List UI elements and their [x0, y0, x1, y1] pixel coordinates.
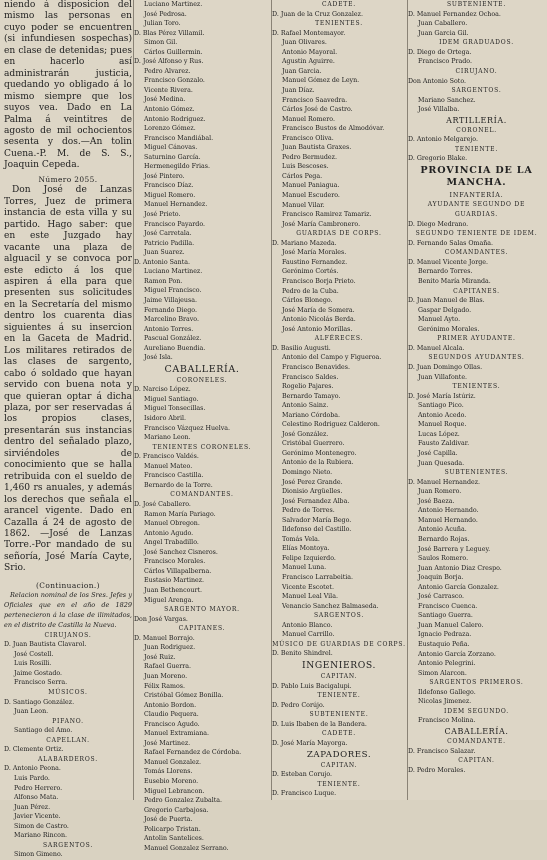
officer-name: D. José María Istúriz. [408, 392, 476, 400]
officer-name: Juan Garcia. [282, 67, 322, 75]
officer-name: Manuel Escudero. [282, 192, 340, 200]
officer-name: D. Manuel Fernandez Ochoa. [408, 10, 501, 18]
officer-name: Francisco Cuenca. [418, 602, 478, 610]
officer-name: José Pintero. [144, 172, 185, 180]
section-heading-zapadores: ZAPADORES. [306, 749, 372, 760]
rank-heading: MÚSICOS. [48, 688, 88, 696]
officer-name: Eustasio Martinez. [144, 577, 205, 585]
officer-name: Juan Pérez. [14, 803, 51, 811]
officer-name: Francisco Serra. [14, 679, 68, 687]
officer-name: Saulos Romero. [418, 555, 469, 563]
rank-heading: SUBTENIENTES. [444, 469, 509, 477]
officer-name: Antonio Nicolás Berda. [282, 316, 356, 324]
officer-name: Luciano Martinez. [144, 1, 203, 8]
rank-heading: COMANDANTE. [447, 738, 506, 746]
rank-heading: TENIENTES. [452, 383, 501, 391]
officer-list [408, 0, 545, 115]
officer-name: Claudio Pequera. [144, 711, 199, 719]
rank-heading: TENIENTES. [315, 20, 363, 28]
officer-name: Juan Olivares. [282, 39, 327, 47]
officer-name: Jaime Gostado. [14, 669, 63, 677]
officer-name: Miguel Santiago. [144, 395, 199, 403]
officer-name: D. Juan de la Cruz Gonzalez. [272, 10, 363, 18]
officer-name: José Sanchez Cisneros. [144, 548, 218, 556]
officer-name: Bernardo Tamayo. [282, 392, 341, 400]
officer-name: Cárlos José de Castro. [282, 106, 353, 114]
officer-name: Ildefonso del Castillo. [282, 526, 352, 534]
officer-name: Manuel Romero. [282, 115, 335, 123]
officer-name: José María Cambronero. [282, 220, 361, 228]
officer-name: Ildefonso Gallego. [418, 688, 476, 696]
rank-heading: TENIENTE. [454, 145, 499, 153]
officer-name: Bernardo de la Torre. [144, 481, 213, 489]
officer-name: Ignacio Pedraza. [418, 631, 472, 639]
officer-name: Simon de Castro. [14, 822, 69, 830]
officer-name: Cárlos Villapalberna. [144, 567, 212, 575]
officer-name: Benito María Miranda. [418, 278, 491, 285]
officer-name: Miguel Arenga. [144, 596, 194, 604]
rank-heading: CAPELLAN. [46, 736, 90, 744]
officer-name: D. Manuel Alcala. [408, 344, 465, 352]
officer-name: Miguel Cánovas. [144, 144, 198, 152]
officer-name: Juan Leon. [14, 708, 49, 716]
officer-name: Pedro de la Cuba. [282, 287, 339, 295]
officer-name: Lucas López. [418, 430, 460, 438]
officer-name: Gerónimo Montenegro. [282, 449, 357, 457]
rank-heading: SEGUNDO TENIENTE DE IDEM. [415, 230, 538, 238]
officer-name: Alfonso Mata. [14, 794, 59, 802]
officer-name: Juan Garcia Gil. [418, 29, 469, 37]
officer-name: Fausto Zaldivar. [418, 440, 470, 448]
officer-name: Francisco Castilla. [144, 472, 204, 480]
officer-name: Santiago Guerra. [418, 612, 473, 620]
rank-heading: CIRUJANO. [455, 67, 498, 75]
officer-name: Mariano Córdoba. [282, 411, 341, 419]
officer-name: Miguel Lebrancon. [144, 787, 205, 795]
officer-name: Mariano Rincon. [14, 832, 68, 840]
officer-name: Rogelio Pajares. [282, 383, 334, 391]
officer-name: D. Francisco Luque. [272, 790, 337, 798]
officer-name: Manuel Vilar. [282, 201, 325, 209]
officer-name: Vicente Rivera. [144, 86, 193, 94]
officer-name: D. José Alfonso y Rus. [134, 58, 204, 66]
column-3 [272, 0, 406, 800]
officer-name: Lorenzo Gómez. [144, 125, 196, 133]
officer-name: Cárlos Pega. [282, 172, 323, 180]
officer-name: Ramon María Pariago. [144, 510, 216, 518]
rank-heading: CIRUJANOS. [44, 631, 92, 639]
officer-name: Francisco Díaz. [144, 182, 194, 190]
officer-name: Antonio Gómez. [144, 106, 195, 114]
rank-heading: CAPITANES. [453, 287, 500, 295]
officer-name: Gregorio Carbajosa. [144, 806, 209, 814]
officer-name: José González. [282, 430, 329, 438]
officer-name: Manuel Luna. [282, 564, 327, 572]
officer-name: D. José Caballero. [134, 501, 191, 509]
officer-name: José Isla. [144, 354, 173, 362]
officer-name: Juan Quesada. [418, 459, 465, 467]
officer-name: D. Manuel Vicente Jorge. [408, 258, 488, 266]
officer-name: Tomás Vela. [282, 535, 320, 543]
officer-name: Miguel Francisco. [144, 287, 202, 295]
officer-name: Antonio Mayoral. [282, 48, 338, 56]
officer-name: José María de Somera. [282, 306, 355, 314]
officer-name: Juan Moreno. [144, 672, 188, 680]
rank-heading: TENIENTE. [317, 780, 361, 788]
officer-list [272, 761, 406, 799]
officer-name: Bernardo Torres. [418, 268, 473, 276]
officer-name: Simon Gil. [144, 39, 178, 47]
rank-heading: CORONELES. [176, 376, 228, 384]
rank-heading: ALABARDEROS. [38, 755, 98, 763]
province-heading: PROVINCIA DE LA MANCHA. [420, 165, 533, 189]
officer-name: D. Diego Medrano. [408, 220, 469, 228]
officer-name: Juan Antonio Diaz Crespo. [418, 564, 502, 572]
officer-name: Francisco Ramirez Tamariz. [282, 211, 372, 219]
officer-name: D. Francisco Salazar. [408, 747, 476, 755]
officer-name: Juan Bethencourt. [144, 586, 203, 594]
officer-name: Antonio Sainz. [282, 402, 329, 410]
officer-name: Agustin Aguirre. [282, 58, 335, 66]
officer-name: Gaspar Delgado. [418, 306, 472, 314]
officer-name: Antonio Torres. [144, 325, 194, 333]
officer-name: Francisco Vázquez Huelva. [144, 424, 231, 432]
officer-name: Manuel Leal Vila. [282, 593, 338, 601]
officer-name: Francisco Oliva. [282, 134, 334, 142]
officer-name: Francisco Saldes. [282, 373, 339, 381]
rank-heading: CAPITAN. [458, 757, 495, 765]
officer-name: D. Benito Shindrel. [272, 650, 333, 658]
rank-heading: CORONEL. [456, 126, 497, 134]
officer-list [4, 631, 132, 860]
officer-name: Hermenegildo Frias. [144, 163, 210, 171]
officer-name: Antonio de la Rubiera. [282, 459, 354, 467]
officer-name: Manuel Ayto. [418, 316, 461, 324]
rank-heading: SARGENTOS. [42, 841, 94, 849]
officer-name: D. Esteban Corujo. [272, 771, 333, 779]
officer-name: Manuel Gonzalez. [144, 758, 202, 766]
officer-name: Aureliano Buendia. [144, 344, 206, 352]
officer-name: D. Blas Pérez Villamil. [134, 29, 205, 37]
officer-name: Manuel Extramiana. [144, 730, 210, 738]
rank-heading: CAPITAN. [320, 673, 358, 681]
section-heading-caballeria: CABALLERÍA. [444, 727, 509, 737]
rank-heading: COMANDANTES. [444, 249, 509, 257]
officer-name: Luis Pardo. [14, 775, 50, 783]
officer-name: José Antonio Morillas. [282, 325, 353, 333]
officer-name: D. José María Mayorga. [272, 740, 348, 748]
officer-name: Bernardo Rojas. [418, 536, 470, 543]
officer-name: José de Puerta. [144, 816, 193, 824]
officer-name: Mariano Leon. [144, 434, 191, 442]
officer-name: Pedro de Torres. [282, 507, 335, 515]
rank-heading: SUBTENIENTE. [309, 711, 369, 719]
officer-name: Francisco Benavides. [282, 363, 351, 371]
officer-name: Fernando Diego. [144, 306, 197, 314]
officer-name: Juan Díaz. [282, 87, 315, 95]
section-heading-ingenieros: INGENIEROS. [301, 660, 377, 672]
rank-heading: CADETE. [321, 1, 356, 8]
rank-heading: SARGENTOS PRIMEROS. [429, 679, 524, 687]
officer-name: José Villalba. [418, 106, 460, 114]
officer-name: Cristóbal Gómez Bonilla. [144, 692, 224, 700]
officer-name: Félix Ramos. [144, 682, 185, 690]
officer-name: Angel Trabadillo. [144, 539, 199, 547]
officer-name: Francisco Prado. [418, 58, 472, 66]
officer-name: D. Gregorio Blake. [408, 155, 468, 163]
rank-heading: SEGUNDOS AYUDANTES. [428, 354, 525, 362]
officer-name: Manuel Hernandez. [144, 201, 208, 209]
officer-name: Miguel Tonsecillas. [144, 405, 206, 413]
officer-name: Francisco Morales. [144, 558, 206, 566]
rank-heading: IDEM GRADUADOS. [439, 39, 514, 47]
officer-name: Pascual González. [144, 335, 202, 343]
relation-heading: Relacion nominal de los Sres. Jefes y Oficiales que en el año de 1829 pertenecieron á la clase de ilimitados, en el distrito de Castilla la Nueva. [4, 591, 132, 629]
officer-name: D. Pablo Luis Bacigalupi. [272, 682, 352, 690]
rank-heading: PRIMER AYUDANTE. [437, 335, 516, 343]
officer-name: Juan Manuel Calero. [418, 621, 484, 629]
officer-name: Manuel Paniagua. [282, 182, 340, 190]
rank-heading: PIFANO. [52, 717, 84, 725]
rank-heading: SARGENTO MAYOR. [164, 606, 240, 614]
officer-name: Pedro Bermudez. [282, 153, 337, 161]
edict-number: Número 2055. [38, 174, 98, 184]
officer-name: Don Antonio Soto. [408, 77, 467, 85]
officer-name: Pedro Gonzalez Zubalta. [144, 797, 223, 805]
officer-name: D. Narciso López. [134, 386, 191, 394]
officer-name: D. Mariano Mazeda. [272, 239, 337, 247]
officer-name: D. Pedro Corújo. [272, 701, 325, 709]
officer-list [272, 672, 406, 749]
officer-name: D. Antonio Peona. [4, 765, 61, 773]
officer-name: Manuel Obregon. [144, 520, 200, 528]
officer-name: Javier Vicente. [14, 813, 61, 821]
officer-name: Joaquin Borja. [418, 574, 464, 582]
column-2 [134, 0, 270, 852]
officer-name: José Fernandez Alba. [282, 497, 350, 505]
officer-name: Antonio Agudo. [144, 529, 194, 537]
officer-name: Juan Rodriguez. [144, 644, 196, 652]
officer-name: Gerónimo Cortés. [282, 268, 339, 276]
officer-name: Pedro Alvarez. [144, 67, 191, 75]
officer-name: Juan Suarez. [144, 249, 185, 257]
officer-name: D. Juan Bautista Clavarol. [4, 641, 87, 649]
officer-name: José Barrera y Leguey. [418, 545, 491, 553]
officer-name: Francisco Agudo. [144, 720, 200, 728]
officer-name: Santiago del Amo. [14, 727, 73, 735]
section-heading-artilleria: ARTILLERÍA. [446, 115, 507, 125]
officer-name: José Martinez. [144, 739, 191, 747]
officer-name: D. Manuel Hernandez. [408, 478, 481, 486]
rank-heading: CAPITAN. [320, 761, 358, 769]
officer-name: Gerónimo Morales. [418, 325, 480, 333]
officer-name: Vicente Escotet. [282, 583, 334, 591]
officer-list [134, 376, 270, 854]
officer-name: D. Fernando Salas Omaña. [408, 239, 494, 247]
officer-name: Francisco Gonzalo. [144, 77, 205, 85]
rank-heading: MÚSICO DE GUARDIAS DE CORPS. [272, 640, 406, 648]
officer-name: Eustaquio Peña. [418, 641, 470, 649]
officer-name: Domingo Nieto. [282, 468, 333, 476]
officer-name: Francisco Borja Prieto. [282, 278, 356, 285]
officer-name: Felipe Izquierdo. [282, 554, 336, 562]
officer-name: Francisco Larrabeitia. [282, 574, 354, 581]
officer-name: Simon Gimeno. [14, 851, 63, 859]
officer-name: Patricio Padilla. [144, 239, 195, 247]
officer-name: Cárlos Guillermin. [144, 48, 203, 56]
officer-name: Luis Bescoses. [282, 163, 329, 171]
officer-name: D. Santiago González. [4, 698, 75, 706]
officer-name: José Prieto. [144, 211, 181, 219]
continuation-heading: (Continuacion.) [36, 580, 100, 590]
officer-name: Antonio Pelegrini. [418, 660, 476, 668]
rank-heading: GUARDIAS DE CORPS. [296, 230, 382, 238]
officer-name: Santiago Pico. [418, 402, 464, 410]
officer-name: José Carretala. [144, 230, 192, 238]
officer-name: Celestino Rodriguez Calderon. [282, 421, 380, 429]
officer-name: D. Luis Ibaben de la Bandera. [272, 720, 367, 728]
officer-name: Pedro Herrero. [14, 784, 63, 792]
officer-name: Manuel Gómez de Leyn. [282, 77, 360, 85]
officer-name: Juan Caballero. [418, 20, 468, 28]
officer-name: Juan Romero. [418, 488, 462, 496]
officer-name: Policarpo Tristan. [144, 825, 201, 833]
officer-name: Cárlos Blonego. [282, 297, 333, 305]
officer-name: D. Antonio Santa. [134, 258, 191, 266]
officer-name: Manuel Gonzalez Serrano. [144, 844, 229, 852]
officer-name: Faustino Fernandez. [282, 258, 348, 266]
officer-list [408, 126, 545, 164]
rank-heading: ALFÉRECES. [314, 335, 364, 343]
officer-name: José María Morales. [282, 249, 347, 257]
officer-name: Venancio Sanchez Balmaseda. [282, 602, 379, 610]
officer-name: Juan Bautista Graxes. [282, 144, 352, 152]
rank-heading: SARGENTOS. [313, 612, 365, 620]
officer-name: José Capilla. [418, 450, 458, 458]
rank-heading: SUBTENIENTE. [446, 1, 507, 8]
officer-name: Antonio Acedo. [418, 411, 467, 419]
officer-name: Francisco Saavedra. [282, 96, 348, 104]
officer-list [134, 0, 270, 363]
rank-heading: AYUDANTE SEGUNDO DE GUARDIAS. [427, 201, 526, 219]
officer-name: Saturnino García. [144, 153, 201, 161]
officer-name: Rafael Guerra. [144, 663, 192, 671]
column-1 [4, 0, 132, 859]
officer-name: José Carrasco. [418, 593, 465, 601]
officer-name: Antonio García Gonzalez. [418, 583, 499, 591]
officer-name: Nicolas Jimenez. [418, 698, 472, 706]
rank-heading: TENIENTES CORONELES. [152, 443, 252, 451]
rank-heading: CAPITANES. [178, 625, 226, 633]
officer-name: D. Basilio Augusti. [272, 344, 331, 352]
rank-heading: COMANDANTES. [170, 491, 234, 499]
officer-name: D. Juan Manuel de Blas. [408, 297, 485, 305]
officer-name: Antonio Hernando. [418, 507, 479, 515]
officer-name: José Costell. [14, 650, 54, 658]
column-4 [408, 0, 545, 800]
officer-name: Salvador María Bego. [282, 516, 352, 524]
edict-text-cazalla: Don José de Lanzas Torres, Juez de primera instancia de esta villa y su partido. Hago saber: que en este Juzgado hay vacante una plaza de alguacil y se convoca por este edicto á los que aspiren á ella para que presenten sus solicitudes en la Secretaría del mismo dentro los cuarenta dias siguientes á su insercion en la Gaceta de Madrid. Los militares retirados de las clases de sargento, cabo ó soldado que hayan servido con buena nota y que quieran optar á dicha plaza, por ser reservadas á los propios clases, presentarán sus instancias dentro del señalado plazo, sirviéndoles de conocimiento que se halla retribuida con el sueldo de 1,460 rs anuales, y además los derechos que señala el arancel vigente. Dado en Cazalla á 24 de agosto de 1862. —José de Lanzas Torre.-Por mandado de su señoría, José María Cayte, Srio. [4, 185, 132, 574]
officer-name: José Pedrosa. [144, 10, 187, 18]
officer-name: D. Rafael Montemayor. [272, 29, 346, 37]
officer-name: Cristóbal Guerrero. [282, 440, 345, 448]
officer-name: Francisco Payardo. [144, 220, 206, 228]
officer-name: Francisco Molina. [418, 717, 476, 725]
officer-name: Antonio Acuña. [418, 526, 467, 534]
officer-name: Dionisio Argüelles. [282, 488, 343, 496]
officer-name: Manuel Mateo. [144, 462, 193, 470]
officer-name: D. Diego de Ortega. [408, 48, 472, 56]
officer-name: Manuel Carrillo. [282, 631, 335, 639]
officer-name: Miguel Romero. [144, 191, 196, 199]
officer-name: José Medina. [144, 96, 186, 104]
rank-heading: CADETE. [321, 730, 356, 738]
officer-name: D. Manuel Borrajo. [134, 634, 195, 642]
rank-heading: IDEM SEGUNDO. [444, 707, 509, 715]
officer-name: Antonio García Zorzano. [418, 650, 496, 658]
officer-name: D. Francisco Valdés. [134, 453, 199, 461]
officer-name: Tomás Llorens. [144, 768, 193, 776]
officer-name: D. Pedro Morales. [408, 766, 466, 774]
officer-list [408, 737, 545, 775]
officer-name: José Perez Grande. [282, 478, 343, 486]
section-heading-caballeria: CABALLERÍA. [164, 363, 240, 375]
officer-name: Antonio Rodriguez. [144, 115, 206, 123]
officer-name: Antonio Blanco. [282, 621, 333, 629]
officer-name: José Ruiz. [144, 653, 176, 661]
officer-name: Elías Montoya. [282, 545, 330, 553]
officer-name: Mariano Sanchez. [418, 96, 476, 104]
edict-text-la-palma: niendo á disposicion del mismo las personas en cuyo poder se encuentren (si infundiesen sospechas) en clase de detenidas; pues en hacerlo así administrarán justicia, quedando yo obligado á lo mismo siempre que los suyos vea. Dado en La Palma á veintitres de agosto de mil ochocientos sesenta y dos.—An tolin Cuena.-P. M. de S. S., Joaquin Cepeda. [4, 0, 132, 171]
officer-name: Juan Villafonte. [418, 373, 468, 381]
officer-name: Don José Vargas. [134, 615, 188, 623]
officer-name: Ramon Pon. [144, 277, 183, 285]
officer-name: Marcelino Bravo. [144, 316, 199, 324]
officer-name: Rafael Fernandez de Córdoba. [144, 749, 242, 757]
officer-list [408, 200, 545, 726]
officer-list [272, 0, 406, 659]
officer-name: Antolin Santelices. [144, 835, 204, 843]
officer-name: D. Antonio Melgarejo. [408, 136, 478, 144]
officer-name: José Baeza. [418, 497, 455, 505]
officer-name: Antonio del Campo y Figueroa. [282, 354, 382, 362]
officer-name: Luis Rosilli. [14, 660, 52, 668]
officer-name: Jaime Villajeusa. [144, 296, 197, 304]
officer-name: Manuel Roque. [418, 421, 467, 429]
rank-heading: SARGENTOS. [451, 87, 502, 95]
section-heading-infanteria: INFANTERÍA. [449, 190, 504, 199]
officer-name: D. Juan Domingo Ollas. [408, 364, 483, 372]
officer-name: Francisco Bustos de Almodóvar. [282, 125, 385, 133]
officer-name: Francisco Mandiábal. [144, 134, 214, 142]
rank-heading: TENIENTE. [317, 692, 361, 700]
officer-name: Simon Alarcon. [418, 669, 467, 677]
officer-name: Manuel Hernando. [418, 516, 478, 524]
officer-name: Isidoro Abril. [144, 415, 186, 423]
officer-name: Antonio Bordon. [144, 701, 197, 709]
officer-name: D. Clemente Ortiz. [4, 746, 64, 754]
officer-name: Julian Toro. [144, 20, 181, 28]
officer-name: Luciano Martinez. [144, 268, 203, 276]
officer-name: Eusebio Moreno. [144, 777, 199, 785]
